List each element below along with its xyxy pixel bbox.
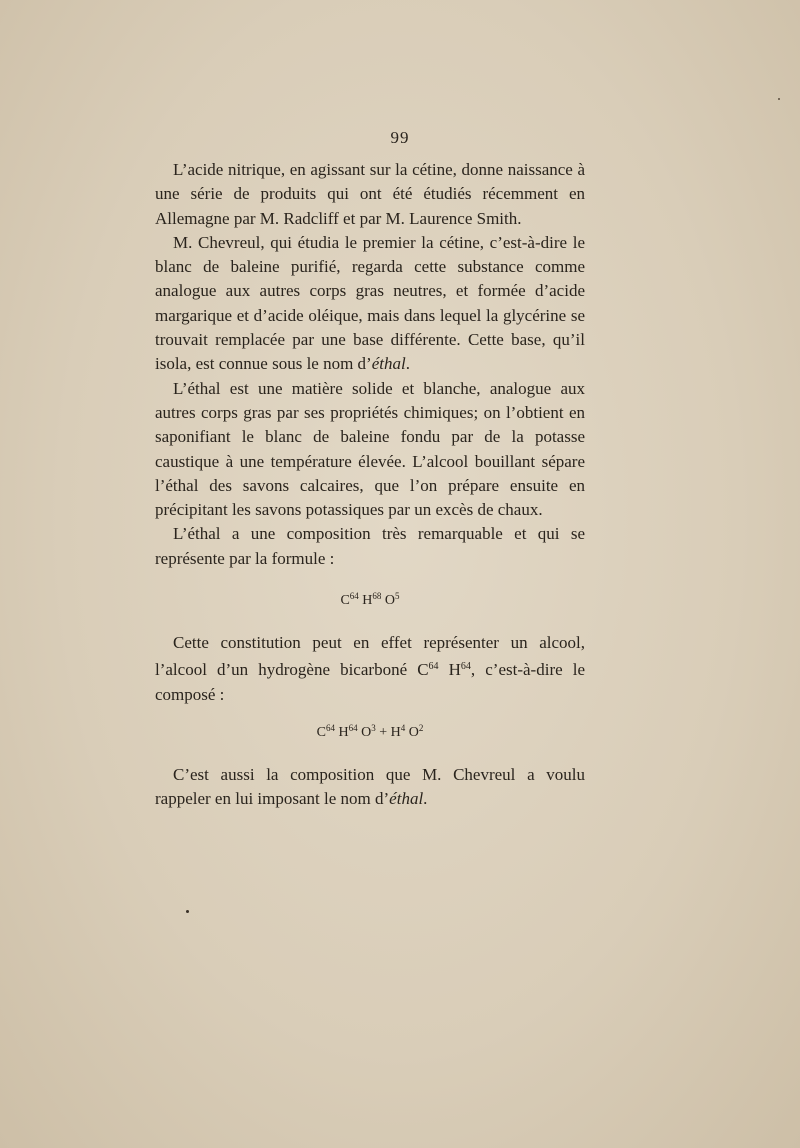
paragraph-3: [155, 377, 585, 523]
ink-speck: [778, 98, 780, 100]
paragraph-5: Cette constitution peut en effet représenter un alcool, l’alcool d’un hydrogène bicarboné $C^{64}$ $H^{64}$, c’est-à-dire le composé :: [155, 633, 585, 704]
paragraph-1-text: L’acide nitrique, en agissant sur la cétine, donne naissance à une série de produits qui ont été étudiés récemment en Allemagne par M. Radcliff et par M. Laurence Smith.: [155, 160, 585, 228]
formula-compound: $C^{64}$ $H^{64}$ $O^3 + H^4$ $O^2$: [316, 722, 424, 740]
paragraph-2: [155, 231, 585, 377]
paragraph-6: C’est aussi la composition que M. Chevreul a voulu rappeler en lui imposant le nom d’éthal.: [155, 764, 585, 809]
paragraph-2-end: .: [405, 354, 410, 374]
ink-speck: [186, 910, 189, 913]
page-number: 99: [390, 128, 410, 147]
ethal-term-2: éthal: [389, 789, 424, 809]
formula-ethal: $C^{64}$ $H^{68}$ $O^5$: [340, 591, 400, 609]
paragraph-4: [155, 522, 585, 571]
paragraph-3-text: L’éthal est une matière solide et blanche, analogue aux autres corps gras par ses propriétés chimiques; on l’obtient en saponifiant le blanc de baleine fondu par de la potasse caustique à une température élevée. L’alcool bouillant sépare l’éthal des savons calcaires, que l’on prépare ensuite en précipitant les savons potassiques par un excès de chaux.: [155, 378, 585, 520]
ethal-term: éthal: [371, 354, 406, 374]
paragraph-4-text: L’éthal a une composition très remarquable et qui se représente par la formule :: [155, 524, 585, 568]
paragraph-2-text: M. Chevreul, qui étudia le premier la cétine, c’est-à-dire le blanc de baleine purifié, regarda cette substance comme analogue aux autres corps gras neutres, et formée d’acide margarique et d’acide oléique, mais dans lequel la glycérine se trouvait remplacée par une base différente. Cette base, qu’il isola, est connue sous le nom d’: [155, 232, 585, 374]
paragraph-1: [155, 158, 585, 231]
body-text: [155, 158, 585, 812]
